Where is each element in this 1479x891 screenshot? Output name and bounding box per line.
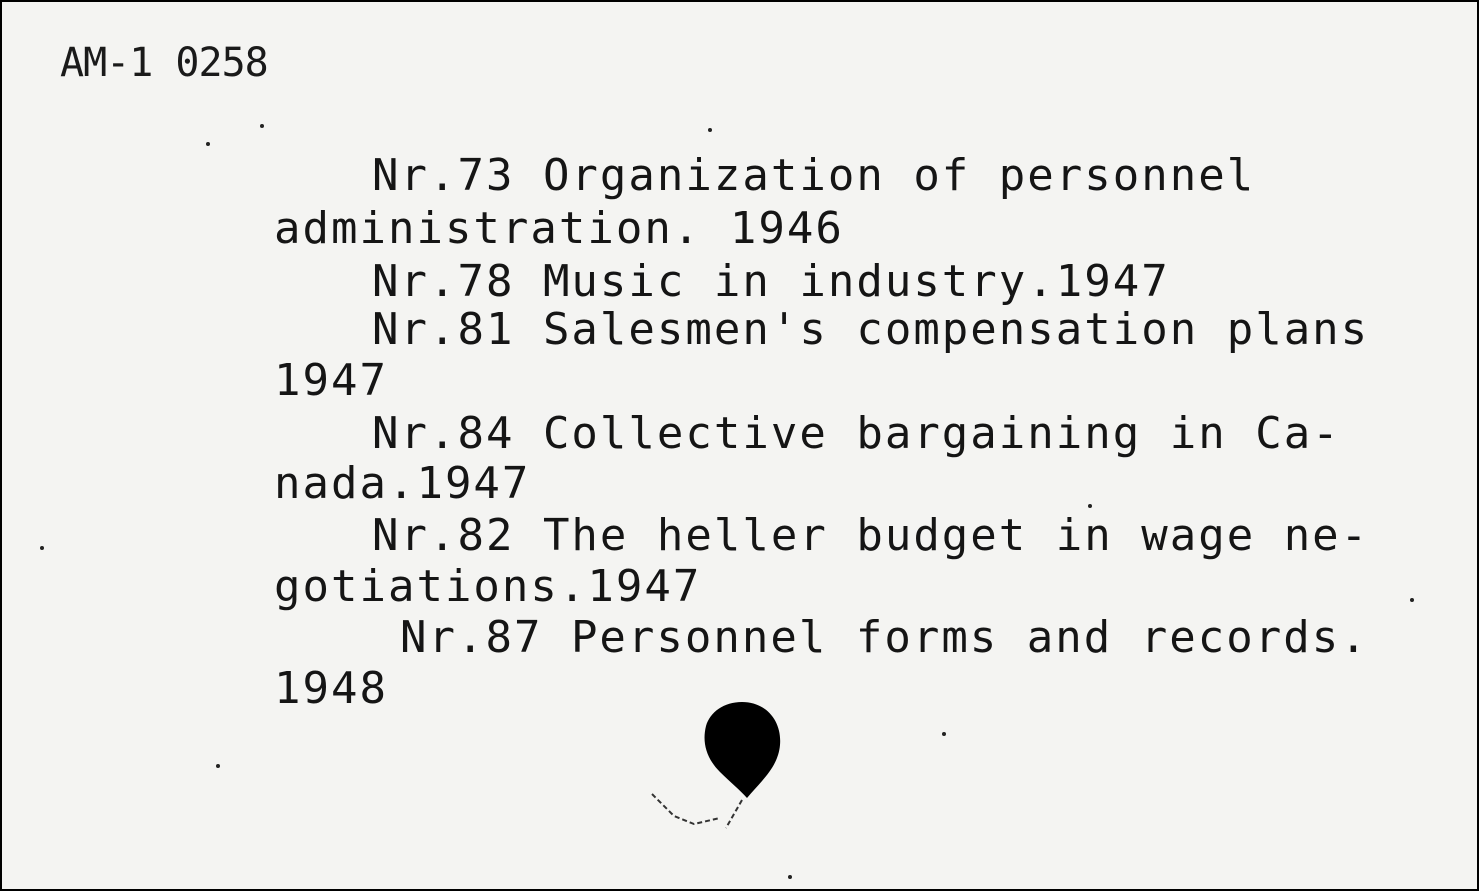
- entry-line-11: 1948: [274, 663, 388, 714]
- entry-line-8: Nr.82 The heller budget in wage ne-: [372, 510, 1370, 561]
- entry-line-9: gotiations.1947: [274, 561, 702, 612]
- entry-line-6: Nr.84 Collective bargaining in Ca-: [372, 408, 1341, 459]
- entry-line-7: nada.1947: [274, 458, 531, 509]
- entry-line-5: 1947: [274, 355, 388, 406]
- ink-speck: [260, 124, 264, 128]
- entry-line-4: Nr.81 Salesmen's compensation plans: [372, 304, 1370, 355]
- ink-speck: [942, 732, 946, 736]
- pencil-scribble-mark: [642, 772, 772, 842]
- ink-speck: [788, 875, 792, 879]
- ink-speck: [708, 128, 712, 132]
- entry-line-10: Nr.87 Personnel forms and records.: [400, 612, 1369, 663]
- ink-speck: [1410, 598, 1414, 602]
- ink-speck: [206, 142, 210, 146]
- ink-speck: [216, 764, 220, 768]
- ink-speck: [1088, 504, 1092, 508]
- ink-speck: [40, 546, 44, 550]
- entry-line-3: Nr.78 Music in industry.1947: [372, 256, 1170, 307]
- entry-line-1: Nr.73 Organization of personnel: [372, 150, 1256, 201]
- entry-line-2: administration. 1946: [274, 203, 844, 254]
- card-id-code: AM-1 0258: [60, 40, 268, 86]
